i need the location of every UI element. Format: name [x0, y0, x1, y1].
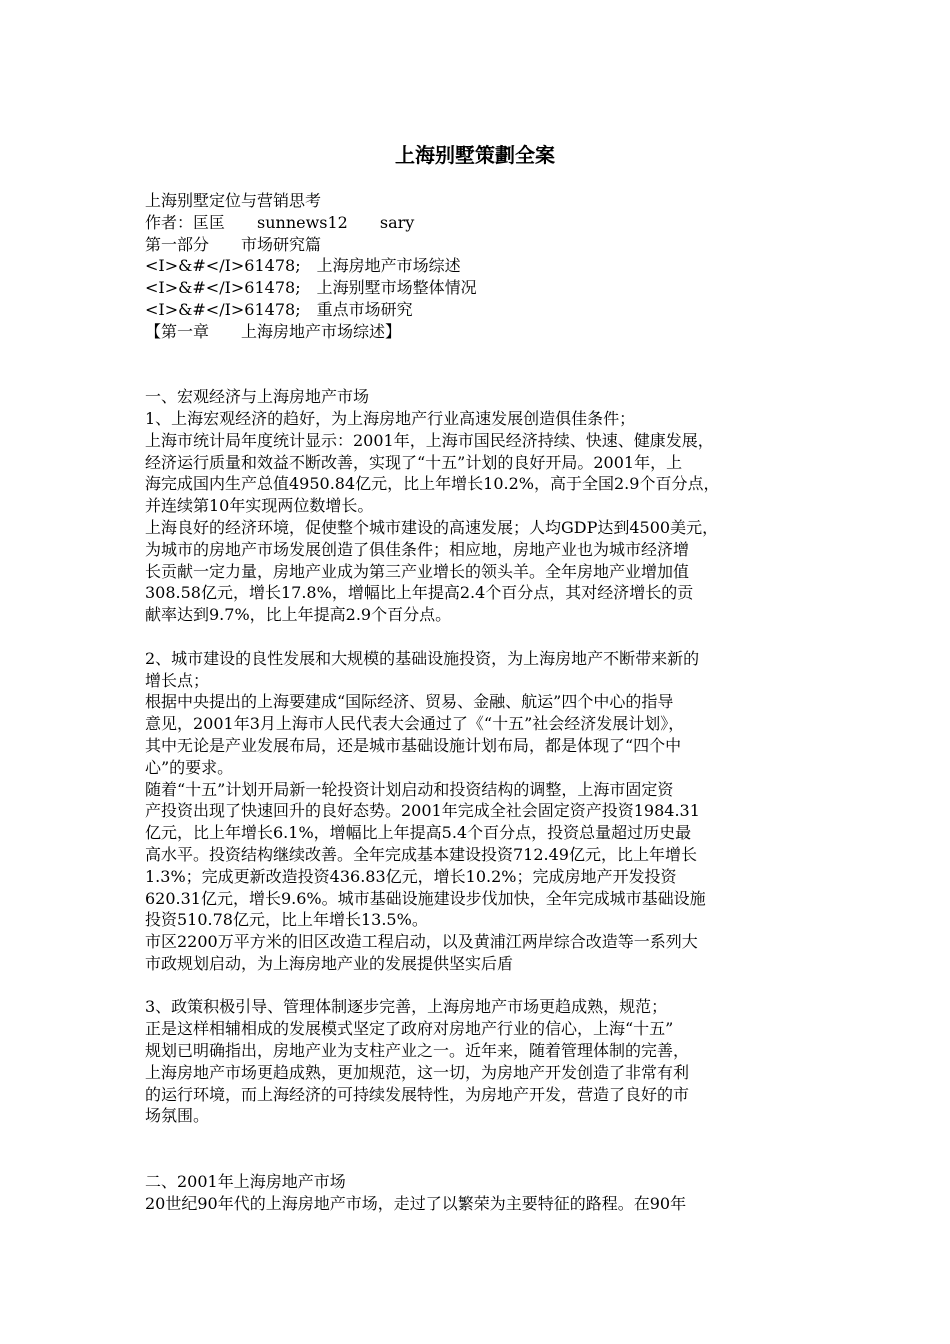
- paragraph-line: 上海良好的经济环境，促使整个城市建设的高速发展；人均GDP达到4500美元，: [145, 517, 719, 537]
- intro-line: <I>&#</I>61478; 上海房地产市场综述: [145, 256, 461, 276]
- paragraph-line: 上海房地产市场更趋成熟，更加规范，这一切，为房地产开发创造了非常有利: [145, 1062, 690, 1082]
- chapter-heading: 【第一章 上海房地产市场综述】: [145, 321, 402, 341]
- paragraph-line: 经济运行质量和效益不断改善，实现了“十五”计划的良好开局。2001年，上: [145, 452, 683, 472]
- section-heading: 二、2001年上海房地产市场: [145, 1171, 346, 1191]
- paragraph-line: 的运行环境，而上海经济的可持续发展特性，为房地产开发，营造了良好的市: [145, 1084, 690, 1104]
- paragraph-line: 亿元，比上年增长6.1%，增幅比上年提高5.4个百分点，投资总量超过历史最: [145, 823, 692, 843]
- paragraph-line: 2、城市建设的良性发展和大规模的基础设施投资，为上海房地产不断带来新的: [145, 648, 700, 668]
- intro-line: 上海别墅定位与营销思考: [145, 191, 322, 210]
- paragraph-line: 1、上海宏观经济的趋好，为上海房地产行业高速发展创造俱佳条件；: [145, 408, 636, 428]
- paragraph-line: 意见，2001年3月上海市人民代表大会通过了《“十五”社会经济发展计划》，: [145, 714, 685, 734]
- paragraph-line: 产投资出现了快速回升的良好态势。2001年完成全社会固定资产投资1984.31: [145, 801, 700, 821]
- section-heading: 一、宏观经济与上海房地产市场: [145, 387, 370, 407]
- intro-line: 作者：匡匡 sunnews12 sary: [145, 212, 415, 232]
- paragraph-line: 1.3%；完成更新改造投资436.83亿元，增长10.2%；完成房地产开发投资: [145, 866, 677, 886]
- paragraph-line: 20世纪90年代的上海房地产市场，走过了以繁荣为主要特征的路程。在90年: [145, 1193, 687, 1213]
- paragraph-line: 增长点；: [145, 670, 210, 690]
- paragraph-line: 随着“十五”计划开局新一轮投资计划启动和投资结构的调整，上海市固定资: [145, 779, 674, 799]
- paragraph-line: 根据中央提出的上海要建成“国际经济、贸易、金融、航运”四个中心的指导: [145, 692, 674, 712]
- paragraph-line: 场氛围。: [145, 1106, 210, 1126]
- paragraph-line: 为城市的房地产市场发展创造了俱佳条件；相应地，房地产业也为城市经济增: [145, 539, 690, 559]
- document-title: 上海别墅策劃全案: [395, 143, 555, 167]
- paragraph-line: 上海市统计局年度统计显示：2001年，上海市国民经济持续、快速、健康发展，: [145, 430, 714, 450]
- paragraph-line: 308.58亿元，增长17.8%，增幅比上年提高2.4个百分点，其对经济增长的贡: [145, 583, 694, 603]
- paragraph-line: 620.31亿元，增长9.6%。城市基础设施建设步伐加快，全年完成城市基础设施: [145, 888, 706, 908]
- paragraph-line: 市区2200万平方米的旧区改造工程启动，以及黄浦江两岸综合改造等一系列大: [145, 932, 698, 952]
- paragraph-line: 心”的要求。: [145, 757, 234, 777]
- paragraph-line: 3、政策积极引导、管理体制逐步完善，上海房地产市场更趋成熟，规范；: [145, 997, 668, 1017]
- intro-line: <I>&#</I>61478; 重点市场研究: [145, 299, 413, 319]
- document-body: [145, 190, 825, 1214]
- paragraph-line: 投资510.78亿元，比上年增长13.5%。: [145, 910, 428, 930]
- paragraph-line: 市政规划启动，为上海房地产业的发展提供坚实后盾: [145, 953, 514, 973]
- paragraph-line: 献率达到9.7%，比上年提高2.9个百分点。: [145, 605, 452, 625]
- paragraph-line: 海完成国内生产总值4950.84亿元，比上年增长10.2%，高于全国2.9个百分点，: [145, 474, 720, 494]
- paragraph-line: 高水平。投资结构继续改善。全年完成基本建设投资712.49亿元，比上年增长: [145, 844, 697, 864]
- intro-line: 第一部分 市场研究篇: [145, 234, 322, 254]
- intro-line: <I>&#</I>61478; 上海别墅市场整体情况: [145, 278, 477, 298]
- paragraph-line: 并连续第10年实现两位数增长。: [145, 496, 374, 516]
- paragraph-line: 正是这样相辅相成的发展模式坚定了政府对房地产行业的信心，上海“十五”: [145, 1019, 674, 1039]
- paragraph-line: 规划已明确指出，房地产业为支柱产业之一。近年来，随着管理体制的完善，: [145, 1041, 690, 1061]
- paragraph-line: 其中无论是产业发展布局，还是城市基础设施计划布局，都是体现了“四个中: [145, 735, 682, 755]
- paragraph-line: 长贡献一定力量，房地产业成为第三产业增长的领头羊。全年房地产业增加值: [145, 561, 690, 581]
